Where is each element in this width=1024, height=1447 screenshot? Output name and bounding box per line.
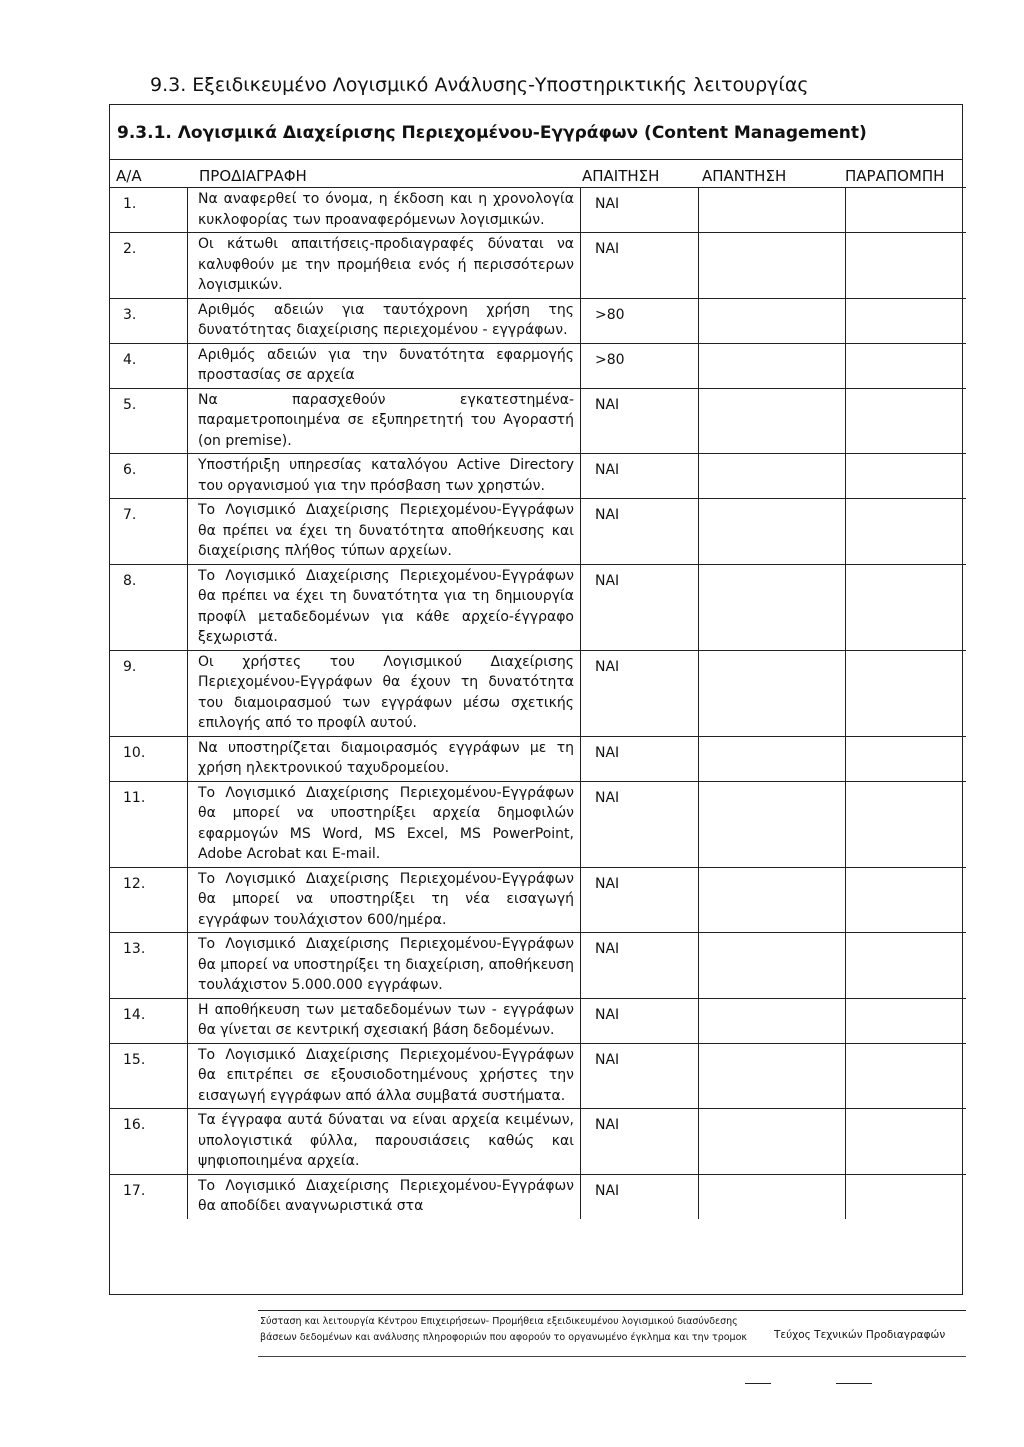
table-row	[109, 781, 966, 867]
reference-cell	[846, 343, 967, 388]
column-header-requirement: ΑΠΑΙΤΗΣΗ	[582, 167, 660, 185]
table-row	[109, 1174, 966, 1219]
answer-cell	[699, 454, 846, 499]
requirement-value: ΝΑΙ	[595, 507, 620, 523]
row-number: 13.	[123, 941, 146, 957]
row-number: 8.	[123, 572, 137, 589]
reference-cell	[846, 388, 967, 454]
requirement-cell	[581, 454, 699, 499]
requirement-cell	[581, 998, 699, 1043]
requirement-value: >80	[595, 306, 625, 323]
row-number-cell	[109, 233, 188, 299]
answer-cell	[699, 564, 846, 650]
answer-cell	[699, 298, 846, 343]
table-row	[109, 650, 966, 736]
answer-cell	[699, 1043, 846, 1109]
row-number: 2.	[123, 241, 137, 257]
specification-cell	[188, 454, 581, 499]
requirement-cell	[581, 388, 699, 454]
reference-cell	[846, 736, 967, 781]
specification-cell	[188, 781, 581, 867]
reference-cell	[846, 499, 967, 565]
requirement-cell	[581, 564, 699, 650]
requirement-cell	[581, 298, 699, 343]
requirement-cell	[581, 499, 699, 565]
row-number: 16.	[123, 1117, 146, 1133]
specification-cell	[188, 933, 581, 999]
section-title: 9.3. Εξειδικευμένο Λογισμικό Ανάλυσης-Υποστηρικτικής λειτουργίας	[150, 74, 809, 96]
specification-cell	[188, 998, 581, 1043]
row-number-cell	[109, 1043, 188, 1109]
specification-text: Τα έγγραφα αυτά δύναται να είναι αρχεία κειμένων, υπολογιστικά φύλλα, παρουσιάσεις καθώς και ψηφιοποιημένα αρχεία.	[198, 1112, 574, 1169]
table-row	[109, 933, 966, 999]
footer-document-title: Τεύχος Τεχνικών Προδιαγραφών	[774, 1329, 946, 1341]
reference-cell	[846, 1109, 967, 1175]
row-number-cell	[109, 343, 188, 388]
table-row	[109, 564, 966, 650]
reference-cell	[846, 1043, 967, 1109]
subsection-title: 9.3.1. Λογισμικά Διαχείρισης Περιεχομένου-Εγγράφων (Content Management)	[117, 123, 867, 143]
row-number-cell	[109, 1174, 188, 1219]
reference-cell	[846, 298, 967, 343]
specification-text: Υποστήριξη υπηρεσίας καταλόγου Active Directory του οργανισμού για την πρόσβαση των χρηστών.	[198, 457, 574, 494]
requirement-cell	[581, 650, 699, 736]
specification-text: Οι χρήστες του Λογισμικού Διαχείρισης Περιεχομένου-Εγγράφων θα έχουν τη δυνατότητα του διαμοιρασμού των εγγράφων μέσω σχετικής επιλογής από το προφίλ αυτού.	[198, 653, 574, 731]
reference-cell	[846, 998, 967, 1043]
answer-cell	[699, 998, 846, 1043]
table-row	[109, 233, 966, 299]
requirements-table	[109, 187, 966, 1219]
requirement-value: ΝΑΙ	[595, 789, 620, 806]
reference-cell	[846, 867, 967, 933]
row-number-cell	[109, 650, 188, 736]
specification-cell	[188, 867, 581, 933]
row-number-cell	[109, 933, 188, 999]
answer-cell	[699, 933, 846, 999]
answer-cell	[699, 188, 846, 233]
requirement-value: ΝΑΙ	[595, 941, 620, 957]
reference-cell	[846, 454, 967, 499]
row-number-cell	[109, 298, 188, 343]
specification-text: Το Λογισμικό Διαχείρισης Περιεχομένου-Εγγράφων θα μπορεί να υποστηρίξει τη νέα εισαγωγή εγγράφων τουλάχιστον 600/ημέρα.	[198, 870, 574, 928]
specification-cell	[188, 650, 581, 736]
requirement-cell	[581, 233, 699, 299]
requirement-cell	[581, 1109, 699, 1175]
table-row	[109, 454, 966, 499]
divider	[109, 159, 963, 160]
requirement-value: ΝΑΙ	[595, 196, 620, 212]
specification-cell	[188, 499, 581, 565]
row-number: 10.	[123, 744, 146, 761]
answer-cell	[699, 233, 846, 299]
requirement-value: ΝΑΙ	[595, 396, 620, 413]
specification-text: Να παρασχεθούν εγκατεστημένα-παραμετροποιημένα σε εξυπηρετητή του Αγοραστή (on premise).	[198, 391, 574, 449]
specification-cell	[188, 1043, 581, 1109]
row-number-cell	[109, 188, 188, 233]
specification-cell	[188, 233, 581, 299]
specification-text: Το Λογισμικό Διαχείρισης Περιεχομένου-Εγγράφων θα αποδίδει αναγνωριστικά στα	[198, 1177, 574, 1214]
answer-cell	[699, 1109, 846, 1175]
requirement-cell	[581, 933, 699, 999]
reference-cell	[846, 233, 967, 299]
table-row	[109, 736, 966, 781]
specification-text: Η αποθήκευση των μεταδεδομένων των - εγγράφων θα γίνεται σε κεντρική σχεσιακή βάση δεδομένων.	[198, 1001, 574, 1038]
requirement-value: ΝΑΙ	[595, 744, 620, 761]
specification-cell	[188, 188, 581, 233]
requirement-value: ΝΑΙ	[595, 1006, 620, 1023]
row-number-cell	[109, 388, 188, 454]
row-number: 3.	[123, 306, 137, 323]
table-row	[109, 1109, 966, 1175]
row-number: 1.	[123, 196, 137, 212]
requirement-value: ΝΑΙ	[595, 241, 620, 257]
specification-text: Το Λογισμικό Διαχείρισης Περιεχομένου-Εγγράφων θα μπορεί να υποστηρίξει αρχεία δημοφιλών εφαρμογών MS Word, MS Excel, MS PowerPoint, Adobe Acrobat και E-mail.	[198, 784, 574, 862]
requirement-cell	[581, 343, 699, 388]
requirement-value: ΝΑΙ	[595, 1051, 620, 1068]
row-number-cell	[109, 1109, 188, 1175]
row-number: 11.	[123, 789, 146, 806]
specification-text: Το Λογισμικό Διαχείρισης Περιεχομένου-Εγγράφων θα μπορεί να υποστηρίξει τη διαχείριση, αποθήκευση τουλάχιστον 5.000.000 εγγράφων.	[198, 936, 574, 993]
row-number-cell	[109, 998, 188, 1043]
reference-cell	[846, 650, 967, 736]
reference-cell	[846, 188, 967, 233]
row-number-cell	[109, 781, 188, 867]
specification-cell	[188, 343, 581, 388]
table-row	[109, 343, 966, 388]
answer-cell	[699, 499, 846, 565]
column-header-reference: ΠΑΡΑΠΟΜΠΗ	[845, 167, 945, 185]
requirement-value: ΝΑΙ	[595, 1182, 620, 1199]
requirement-cell	[581, 736, 699, 781]
row-number: 5.	[123, 396, 137, 413]
reference-cell	[846, 564, 967, 650]
reference-cell	[846, 933, 967, 999]
requirement-value: ΝΑΙ	[595, 462, 620, 478]
requirement-cell	[581, 1043, 699, 1109]
requirement-value: ΝΑΙ	[595, 1117, 620, 1133]
row-number-cell	[109, 454, 188, 499]
row-number: 6.	[123, 462, 137, 478]
page-dash	[836, 1383, 872, 1384]
answer-cell	[699, 781, 846, 867]
answer-cell	[699, 736, 846, 781]
requirement-cell	[581, 188, 699, 233]
answer-cell	[699, 867, 846, 933]
specification-text: Το Λογισμικό Διαχείρισης Περιεχομένου-Εγγράφων θα επιτρέπει σε εξουσιοδοτημένους χρήστες την εισαγωγή εγγράφων από άλλα συμβατά συστήματα.	[198, 1046, 574, 1104]
row-number: 4.	[123, 351, 137, 368]
requirement-value: ΝΑΙ	[595, 658, 620, 675]
table-row	[109, 998, 966, 1043]
row-number-cell	[109, 499, 188, 565]
requirement-value: ΝΑΙ	[595, 875, 620, 892]
table-row	[109, 1043, 966, 1109]
specification-cell	[188, 388, 581, 454]
column-header-answer: ΑΠΑΝΤΗΣΗ	[702, 167, 787, 185]
table-row	[109, 298, 966, 343]
row-number-cell	[109, 736, 188, 781]
row-number-cell	[109, 867, 188, 933]
column-header-spec: ΠΡΟΔΙΑΓΡΑΦΗ	[199, 167, 307, 185]
specification-text: Το Λογισμικό Διαχείρισης Περιεχομένου-Εγγράφων θα πρέπει να έχει τη δυνατότητα αποθήκευσης και διαχείρισης πλήθος τύπων αρχείων.	[198, 502, 574, 559]
page-dash	[745, 1383, 771, 1384]
footer-divider	[258, 1310, 966, 1311]
answer-cell	[699, 1174, 846, 1219]
specification-text: Οι κάτωθι απαιτήσεις-προδιαγραφές δύναται να καλυφθούν με την προμήθεια ενός ή περισσότερων λογισμικών.	[198, 236, 574, 293]
specification-text: Αριθμός αδειών για την δυνατότητα εφαρμογής προστασίας σε αρχεία	[198, 346, 574, 383]
reference-cell	[846, 781, 967, 867]
requirement-cell	[581, 781, 699, 867]
reference-cell	[846, 1174, 967, 1219]
requirement-value: >80	[595, 351, 625, 368]
requirement-value: ΝΑΙ	[595, 572, 620, 589]
specification-cell	[188, 1109, 581, 1175]
row-number: 12.	[123, 875, 146, 892]
specification-text: Το Λογισμικό Διαχείρισης Περιεχομένου-Εγγράφων θα πρέπει να έχει τη δυνατότητα για τη δημιουργία προφίλ μεταδεδομένων για κάθε αρχείο-έγγραφο ξεχωριστά.	[198, 567, 574, 645]
requirement-cell	[581, 1174, 699, 1219]
column-header-num: Α/Α	[116, 167, 142, 185]
answer-cell	[699, 650, 846, 736]
row-number-cell	[109, 564, 188, 650]
footer-project-title: Σύσταση και λειτουργία Κέντρου Επιχειρήσεων- Προμήθεια εξειδικευμένου λογισμικού διασύνδεσης βάσεων δεδομένων και ανάλυσης πληροφοριών που αφορούν το οργανωμένο έγκλημα και την τρομοκ	[260, 1316, 748, 1343]
specification-text: Να υποστηρίζεται διαμοιρασμός εγγράφων με τη χρήση ηλεκτρονικού ταχυδρομείου.	[198, 739, 574, 776]
specification-cell	[188, 736, 581, 781]
row-number: 9.	[123, 658, 137, 675]
table-row	[109, 867, 966, 933]
table-row	[109, 388, 966, 454]
specification-text: Να αναφερθεί το όνομα, η έκδοση και η χρονολογία κυκλοφορίας των προαναφερόμενων λογισμικών.	[198, 191, 574, 228]
row-number: 7.	[123, 507, 137, 523]
requirement-cell	[581, 867, 699, 933]
specification-text: Αριθμός αδειών για ταυτόχρονη χρήση της δυνατότητας διαχείρισης περιεχομένου - εγγράφων.	[198, 301, 574, 338]
table-row	[109, 499, 966, 565]
specification-cell	[188, 1174, 581, 1219]
row-number: 14.	[123, 1006, 146, 1023]
answer-cell	[699, 388, 846, 454]
answer-cell	[699, 343, 846, 388]
row-number: 17.	[123, 1182, 146, 1199]
row-number: 15.	[123, 1051, 146, 1068]
specification-cell	[188, 298, 581, 343]
table-row	[109, 188, 966, 233]
footer-divider-bottom	[258, 1356, 966, 1357]
specification-cell	[188, 564, 581, 650]
